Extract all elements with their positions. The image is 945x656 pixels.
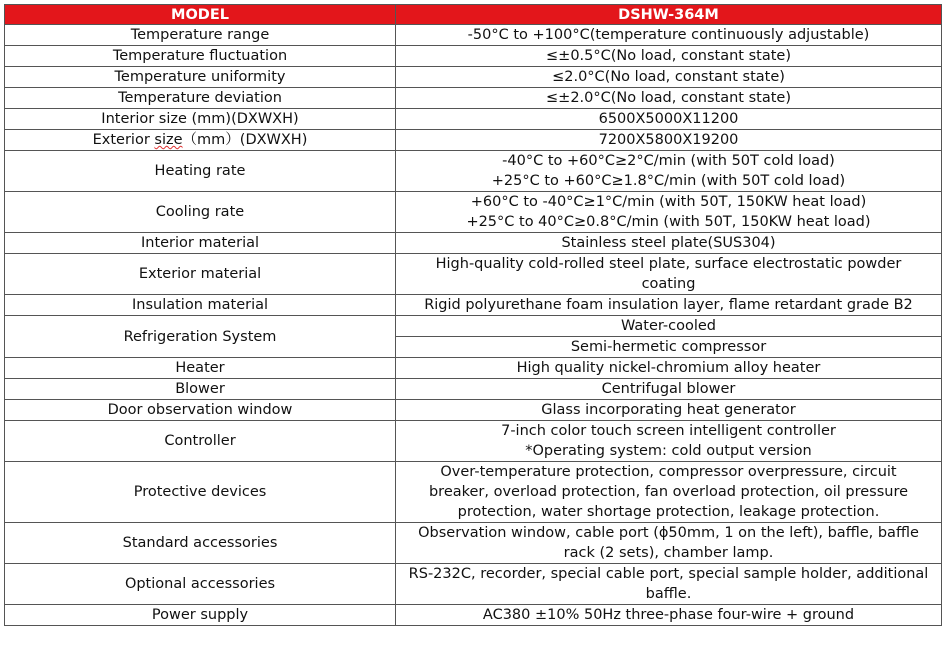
spec-value bbox=[396, 233, 942, 254]
spec-label: Refrigeration System bbox=[5, 316, 396, 358]
table-row bbox=[5, 46, 942, 67]
spec-label: Temperature deviation bbox=[5, 88, 396, 109]
spec-label: Cooling rate bbox=[5, 192, 396, 233]
spec-value-line: RS-232C, recorder, special cable port, special sample holder, additional bbox=[408, 566, 929, 582]
spec-value-line: Observation window, cable port (ϕ50mm, 1 on the left), baffle, baffle bbox=[418, 525, 919, 541]
spec-label: Power supply bbox=[5, 605, 396, 626]
spec-value: Semi-hermetic compressor bbox=[396, 337, 942, 358]
spec-value bbox=[396, 67, 942, 88]
spec-value bbox=[396, 25, 942, 46]
spec-value bbox=[396, 46, 942, 67]
spec-value-line: -50°C to +100°C(temperature continuously adjustable) bbox=[467, 27, 870, 43]
spec-value-line: Over-temperature protection, compressor overpressure, circuit bbox=[440, 464, 897, 480]
spec-value bbox=[396, 88, 942, 109]
table-row bbox=[5, 151, 942, 192]
spec-value-line: -40°C to +60°C≥2°C/min (with 50T cold load) bbox=[502, 153, 835, 169]
spec-value-line: rack (2 sets), chamber lamp. bbox=[563, 545, 774, 561]
spec-label: Temperature range bbox=[5, 25, 396, 46]
table-row bbox=[5, 358, 942, 379]
spec-value-line: Glass incorporating heat generator bbox=[541, 402, 796, 418]
spec-value bbox=[396, 295, 942, 316]
spec-value-line: protection, water shortage protection, leakage protection. bbox=[457, 504, 880, 520]
table-row bbox=[5, 316, 942, 337]
table-row bbox=[5, 400, 942, 421]
spec-value bbox=[396, 130, 942, 151]
spec-label: Temperature fluctuation bbox=[5, 46, 396, 67]
spec-label: Door observation window bbox=[5, 400, 396, 421]
spec-value bbox=[396, 254, 942, 295]
spec-value-line: AC380 ±10% 50Hz three-phase four-wire + ground bbox=[482, 607, 855, 623]
table-row bbox=[5, 192, 942, 233]
spec-value-line: ≤2.0°C(No load, constant state) bbox=[552, 69, 785, 85]
table-row bbox=[5, 88, 942, 109]
spec-label: Heater bbox=[5, 358, 396, 379]
spec-value-line: 7200X5800X19200 bbox=[598, 132, 739, 148]
spec-value bbox=[396, 400, 942, 421]
spec-label: Insulation material bbox=[5, 295, 396, 316]
spec-value-line: *Operating system: cold output version bbox=[525, 443, 812, 459]
spec-value-line: +60°C to -40°C≥1°C/min (with 50T, 150KW heat load) bbox=[470, 194, 867, 210]
spec-value bbox=[396, 523, 942, 564]
spec-value-line: breaker, overload protection, fan overload protection, oil pressure bbox=[428, 484, 909, 500]
spec-value-line: Stainless steel plate(SUS304) bbox=[561, 235, 776, 251]
spec-value bbox=[396, 421, 942, 462]
table-row bbox=[5, 67, 942, 88]
header-row bbox=[5, 5, 942, 25]
table-row bbox=[5, 605, 942, 626]
spec-value bbox=[396, 109, 942, 130]
table-row bbox=[5, 25, 942, 46]
spec-value-line: ≤±2.0°C(No load, constant state) bbox=[546, 90, 791, 106]
spec-value-line: coating bbox=[641, 276, 696, 292]
spec-value-line: Rigid polyurethane foam insulation layer, flame retardant grade B2 bbox=[424, 297, 913, 313]
spec-value-line: High quality nickel-chromium alloy heater bbox=[516, 360, 821, 376]
table-row bbox=[5, 254, 942, 295]
spec-label: Temperature uniformity bbox=[5, 67, 396, 88]
spec-value-line: +25°C to 40°C≥0.8°C/min (with 50T, 150KW heat load) bbox=[466, 214, 871, 230]
spec-value bbox=[396, 564, 942, 605]
spec-label: Interior material bbox=[5, 233, 396, 254]
spec-label: Exterior material bbox=[5, 254, 396, 295]
spec-label-part: Exterior bbox=[92, 132, 155, 148]
spec-value bbox=[396, 192, 942, 233]
table-row bbox=[5, 130, 942, 151]
spec-table bbox=[4, 4, 942, 626]
spec-label: Optional accessories bbox=[5, 564, 396, 605]
model-value-cell: DSHW-364M bbox=[396, 5, 942, 25]
spec-value bbox=[396, 358, 942, 379]
spec-value bbox=[396, 605, 942, 626]
spec-label: Standard accessories bbox=[5, 523, 396, 564]
spec-value-line: 7-inch color touch screen intelligent controller bbox=[501, 423, 836, 439]
table-row bbox=[5, 421, 942, 462]
model-header-cell: MODEL bbox=[5, 5, 396, 25]
spec-value bbox=[396, 151, 942, 192]
spec-value-line: 6500X5000X11200 bbox=[598, 111, 739, 127]
table-row bbox=[5, 295, 942, 316]
spec-label: Controller bbox=[5, 421, 396, 462]
table-row bbox=[5, 564, 942, 605]
spec-value bbox=[396, 462, 942, 523]
spec-label: Protective devices bbox=[5, 462, 396, 523]
spec-value-line: ≤±0.5°C(No load, constant state) bbox=[546, 48, 791, 64]
spec-value bbox=[396, 379, 942, 400]
spec-value-line: baffle. bbox=[645, 586, 692, 602]
table-row bbox=[5, 462, 942, 523]
table-row bbox=[5, 523, 942, 564]
spec-label: Heating rate bbox=[5, 151, 396, 192]
spec-value-line: Centrifugal blower bbox=[601, 381, 736, 397]
spellcheck-underlined-word: size bbox=[154, 132, 183, 148]
spec-value: Water-cooled bbox=[396, 316, 942, 337]
spec-label-part: （mm）(DXWXH) bbox=[182, 132, 308, 148]
table-row bbox=[5, 379, 942, 400]
spec-label bbox=[5, 130, 396, 151]
spec-value-line: +25°C to +60°C≥1.8°C/min (with 50T cold load) bbox=[491, 173, 846, 189]
spec-value-line: High-quality cold-rolled steel plate, surface electrostatic powder bbox=[435, 256, 902, 272]
spec-label: Blower bbox=[5, 379, 396, 400]
spec-label: Interior size (mm)(DXWXH) bbox=[5, 109, 396, 130]
table-row bbox=[5, 233, 942, 254]
table-row bbox=[5, 109, 942, 130]
